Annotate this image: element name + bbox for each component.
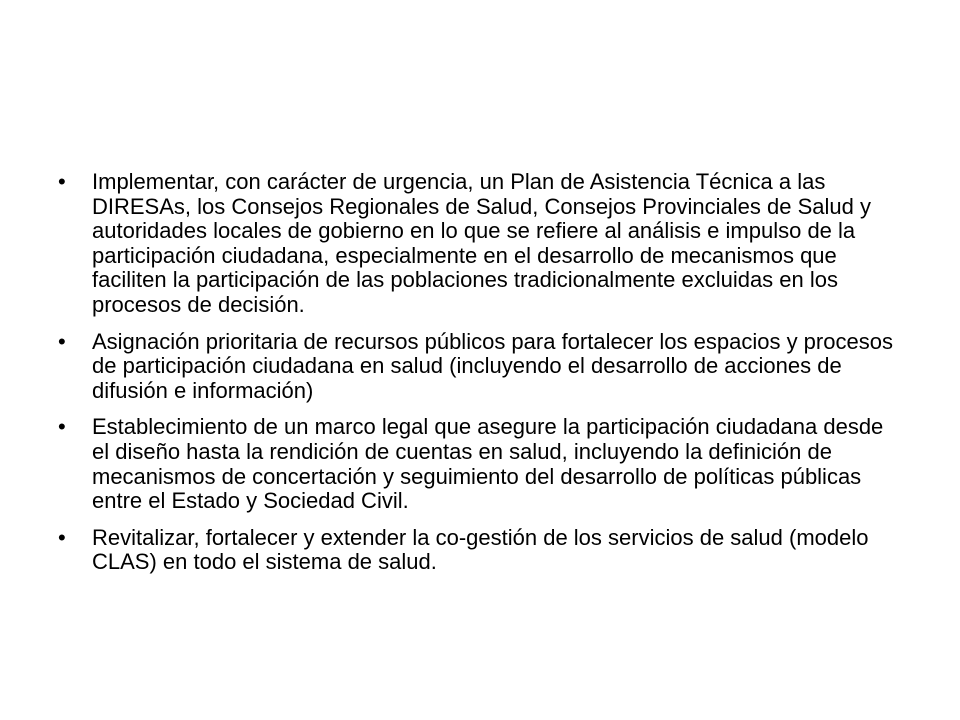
bullet-list bbox=[58, 170, 898, 587]
bullet-marker: • bbox=[58, 169, 66, 194]
bullet-marker: • bbox=[58, 328, 66, 354]
bullet-text: Implementar, con carácter de urgencia, un Plan de Asistencia Técnica a las DIRESAs, los Consejos Regionales de Salud, Consejos Provinciales de Salud y autoridades locales de gobierno en lo que se refiere al análisis e impulso de la participación ciudadana, especialmente en el desarrollo de mecanismos que faciliten la participación de las poblaciones tradicionalmente excluidas en los procesos de decisión. bbox=[92, 169, 871, 317]
bullet-text: Establecimiento de un marco legal que asegure la participación ciudadana desde el diseño hasta la rendición de cuentas en salud, incluyendo la definición de mecanismos de concertación y seguimiento del desarrollo de políticas públicas entre el Estado y Sociedad Civil. bbox=[92, 414, 884, 514]
bullet-text: Revitalizar, fortalecer y extender la co-gestión de los servicios de salud (modelo CLAS) en todo el sistema de salud. bbox=[92, 524, 869, 575]
bullet-item bbox=[58, 330, 898, 404]
bullet-text: Asignación prioritaria de recursos públicos para fortalecer los espacios y procesos de participación ciudadana en salud (incluyendo el desarrollo de acciones de difusión e información) bbox=[92, 328, 893, 403]
bullet-item bbox=[58, 415, 898, 513]
bullet-item bbox=[58, 170, 898, 318]
bullet-marker: • bbox=[58, 414, 66, 440]
bullet-marker: • bbox=[58, 524, 66, 550]
bullet-item bbox=[58, 526, 898, 575]
